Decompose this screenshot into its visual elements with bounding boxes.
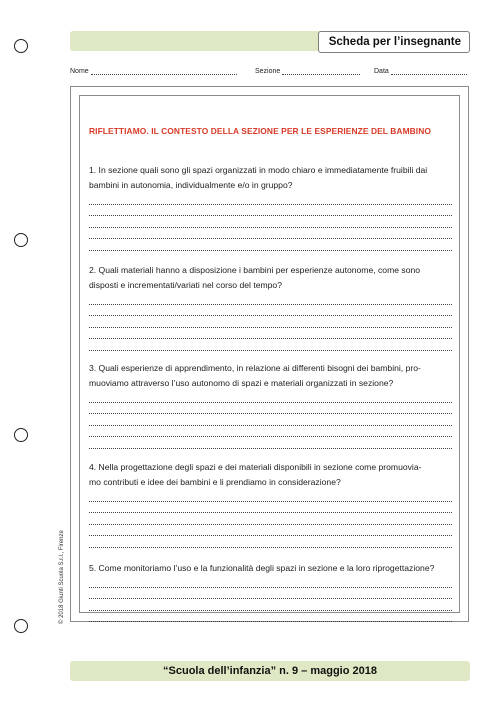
question-1-line-1: 1. In sezione quali sono gli spazi organizzati in modo chiaro e immediatamente fruibili dai xyxy=(89,165,428,175)
binder-hole-3 xyxy=(14,428,28,442)
copyright-notice: © 2018 Giunti Scuola S.r.l., Firenze xyxy=(59,530,65,624)
field-name-line[interactable] xyxy=(91,68,237,75)
header-band xyxy=(70,31,470,51)
binder-hole-4 xyxy=(14,619,28,633)
footer-band xyxy=(70,661,470,681)
answer-line[interactable] xyxy=(89,403,452,415)
answer-line[interactable] xyxy=(89,205,452,217)
answer-line[interactable] xyxy=(89,339,452,351)
header-tab: Scheda per l’insegnante xyxy=(318,31,470,53)
answer-line[interactable] xyxy=(89,193,452,205)
question-4-text xyxy=(89,460,452,490)
question-4-line-2: mo contributi e idee dei bambini e li prendiamo in considerazione? xyxy=(89,477,341,487)
question-4-line-1: 4. Nella progettazione degli spazi e dei materiali disponibili in sezione come promuovia- xyxy=(89,462,422,472)
question-5 xyxy=(89,561,452,622)
answer-line[interactable] xyxy=(89,426,452,438)
question-3 xyxy=(89,361,452,449)
question-5-text xyxy=(89,561,452,576)
answer-line[interactable] xyxy=(89,391,452,403)
question-5-line-1: 5. Come monitoriamo l’uso e la funzionalità degli spazi in sezione e la loro riprogettazione? xyxy=(89,563,435,573)
section-title: RIFLETTIAMO. IL CONTESTO DELLA SEZIONE PER LE ESPERIENZE DEL BAMBINO xyxy=(89,126,431,136)
answer-line[interactable] xyxy=(89,490,452,502)
answer-line[interactable] xyxy=(89,611,452,623)
question-3-line-2: muoviamo attraverso l’uso autonomo di spazi e materiali organizzati in sezione? xyxy=(89,378,394,388)
answer-line[interactable] xyxy=(89,502,452,514)
answer-line[interactable] xyxy=(89,437,452,449)
answer-line[interactable] xyxy=(89,525,452,537)
worksheet-frame xyxy=(70,86,469,622)
question-1-line-2: bambini in autonomia, individualmente e/o in gruppo? xyxy=(89,180,293,190)
answer-line[interactable] xyxy=(89,599,452,611)
answer-line[interactable] xyxy=(89,216,452,228)
field-name[interactable] xyxy=(70,68,237,75)
answer-line[interactable] xyxy=(89,513,452,525)
question-2-line-2: disposti e incrementati/variati nel corso del tempo? xyxy=(89,280,282,290)
question-2-line-1: 2. Quali materiali hanno a disposizione i bambini per esperienze autonome, come sono xyxy=(89,265,421,275)
question-1 xyxy=(89,163,452,251)
question-2 xyxy=(89,263,452,351)
binder-hole-2 xyxy=(14,233,28,247)
field-section-label: Sezione xyxy=(255,68,281,75)
answer-line[interactable] xyxy=(89,316,452,328)
question-2-text xyxy=(89,263,452,293)
question-3-line-1: 3. Quali esperienze di apprendimento, in relazione ai differenti bisogni dei bambini, pro- xyxy=(89,363,421,373)
question-3-text xyxy=(89,361,452,391)
field-date-line[interactable] xyxy=(391,68,467,75)
binder-hole-1 xyxy=(14,39,28,53)
question-1-text xyxy=(89,163,452,193)
answer-line[interactable] xyxy=(89,328,452,340)
answer-line[interactable] xyxy=(89,293,452,305)
answer-line[interactable] xyxy=(89,588,452,600)
field-section-line[interactable] xyxy=(282,68,360,75)
answer-line[interactable] xyxy=(89,228,452,240)
field-section[interactable] xyxy=(255,68,360,75)
field-date[interactable] xyxy=(374,68,467,75)
answer-line[interactable] xyxy=(89,414,452,426)
answer-line[interactable] xyxy=(89,576,452,588)
field-name-label: Nome xyxy=(70,68,89,75)
answer-line[interactable] xyxy=(89,536,452,548)
question-4 xyxy=(89,460,452,548)
answer-line[interactable] xyxy=(89,239,452,251)
footer-text: “Scuola dell’infanzia” n. 9 – maggio 2018 xyxy=(163,665,377,677)
answer-line[interactable] xyxy=(89,305,452,317)
field-date-label: Data xyxy=(374,68,389,75)
